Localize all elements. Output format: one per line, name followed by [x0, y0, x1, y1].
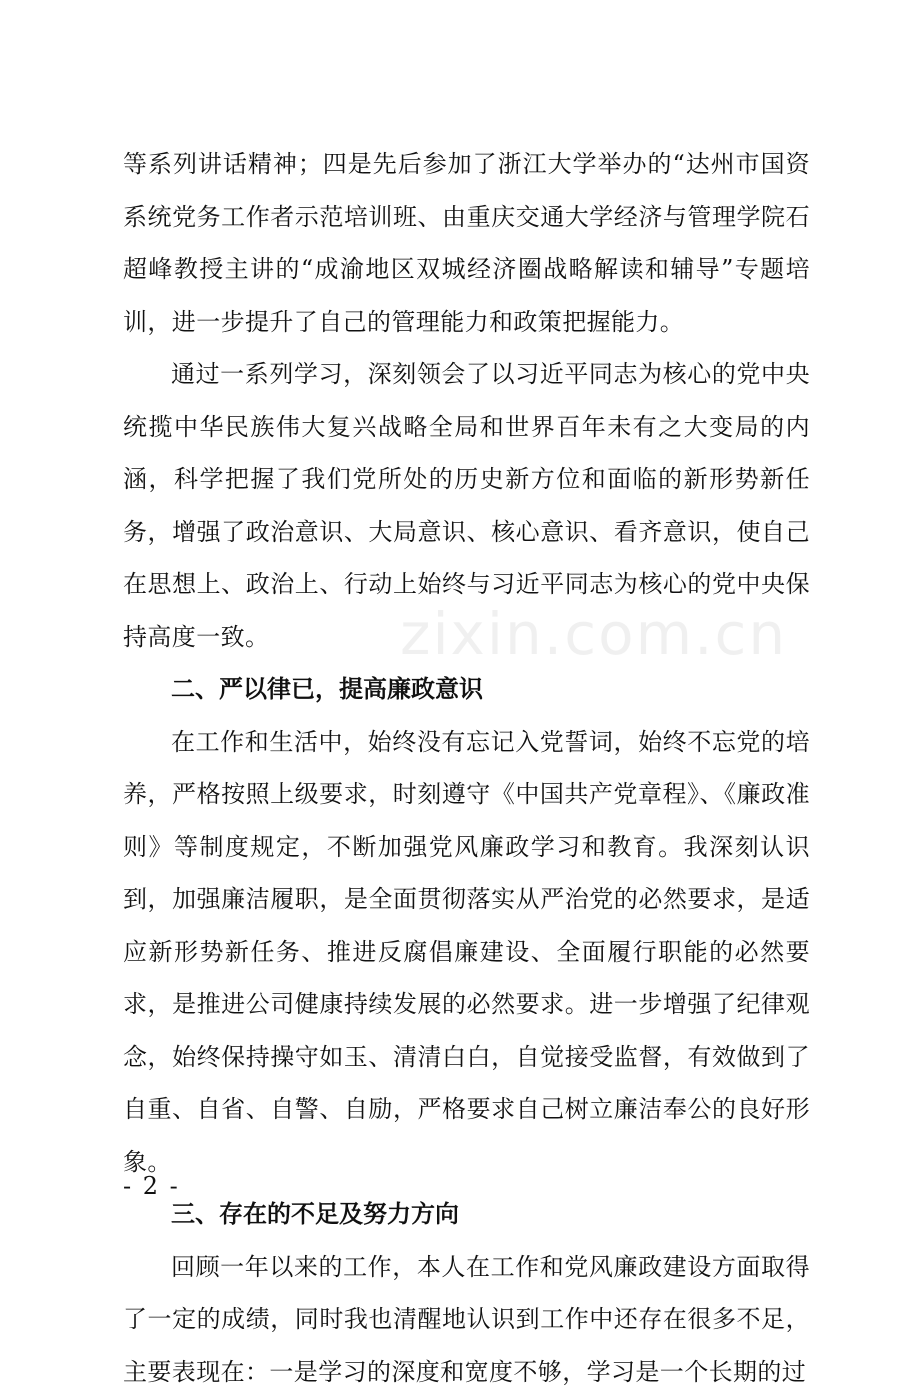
page-number: - 2 -: [123, 1172, 180, 1200]
paragraph-continuation: 等系列讲话精神；四是先后参加了浙江大学举办的“达州市国资系统党务工作者示范培训班、由重庆交通大学经济与管理学院石超峰教授主讲的“成渝地区双城经济圈战略解读和辅导”专题培训，进一步提升了自己的管理能力和政策把握能力。: [123, 138, 810, 348]
watermark: zixin.com.cn: [400, 600, 787, 668]
document-body: [123, 138, 810, 1398]
paragraph-discipline: 在工作和生活中，始终没有忘记入党誓词，始终不忘党的培养，严格按照上级要求，时刻遵守《中国共产党章程》、《廉政准则》等制度规定，不断加强党风廉政学习和教育。我深刻认识到，加强廉洁履职，是全面贯彻落实从严治党的必然要求，是适应新形势新任务、推进反腐倡廉建设、全面履行职能的必然要求，是推进公司健康持续发展的必然要求。进一步增强了纪律观念，始终保持操守如玉、清清白白，自觉接受监督，有效做到了自重、自省、自警、自励，严格要求自己树立廉洁奉公的良好形象。: [123, 716, 810, 1189]
section-heading-discipline: 二、严以律已，提高廉政意识: [123, 663, 810, 716]
paragraph-shortcomings: 回顾一年以来的工作，本人在工作和党风廉政建设方面取得了一定的成绩，同时我也清醒地认识到工作中还存在很多不足，主要表现在：一是学习的深度和宽度不够，学习是一个长期的过: [123, 1241, 810, 1398]
paragraph-study-summary: 通过一系列学习，深刻领会了以习近平同志为核心的党中央统揽中华民族伟大复兴战略全局和世界百年未有之大变局的内涵，科学把握了我们党所处的历史新方位和面临的新形势新任务，增强了政治意识、大局意识、核心意识、看齐意识，使自己在思想上、政治上、行动上始终与习近平同志为核心的党中央保持高度一致。: [123, 348, 810, 663]
section-heading-shortcomings: 三、存在的不足及努力方向: [123, 1188, 810, 1241]
